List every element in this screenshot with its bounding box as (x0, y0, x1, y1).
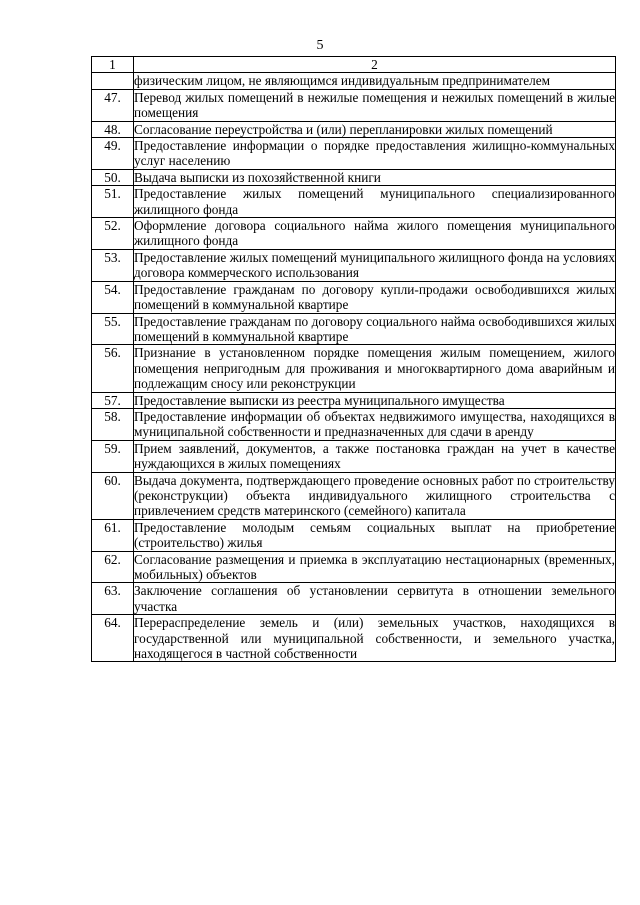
row-number: 57. (92, 392, 134, 408)
row-text: Согласование переустройства и (или) перепланировки жилых помещений (134, 121, 616, 137)
row-number: 49. (92, 138, 134, 170)
row-number: 62. (92, 551, 134, 583)
row-text: Предоставление жилых помещений муниципального жилищного фонда на условиях договора коммерческого использования (134, 249, 615, 281)
row-number: 55. (92, 313, 134, 345)
table-row (92, 519, 616, 551)
row-number: 58. (92, 408, 134, 440)
table-row (92, 440, 616, 472)
row-text: Перевод жилых помещений в нежилые помещения и нежилых помещений в жилые помещения (134, 89, 615, 121)
column-header-number: 1 (92, 57, 134, 73)
row-number: 60. (92, 472, 134, 519)
row-number: 59. (92, 440, 134, 472)
table-row (92, 408, 616, 440)
row-number: 48. (92, 121, 134, 137)
row-number: 50. (92, 169, 134, 185)
row-number: 61. (92, 519, 134, 551)
row-text: Заключение соглашения об установлении сервитута в отношении земельного участка (134, 583, 615, 614)
row-number (92, 73, 134, 89)
table-row (92, 583, 616, 615)
table-row (92, 313, 616, 345)
row-number: 64. (92, 615, 134, 662)
row-number: 52. (92, 218, 134, 250)
services-table (91, 56, 616, 662)
table-row (92, 392, 616, 408)
row-number: 54. (92, 281, 134, 313)
row-text: Согласование размещения и приемка в эксплуатацию нестационарных (временных, мобильных) объектов (134, 551, 615, 582)
table-row (92, 551, 616, 583)
table-row (92, 615, 616, 662)
table-row (92, 249, 616, 281)
table-row (92, 218, 616, 250)
row-number: 53. (92, 249, 134, 281)
row-text: Предоставление молодым семьям социальных выплат на приобретение (строительство) жилья (134, 519, 615, 551)
table-row (92, 345, 616, 392)
row-number: 51. (92, 186, 134, 218)
row-text: Предоставление выписки из реестра муниципального имущества (134, 392, 616, 408)
table-row (92, 472, 616, 519)
table-row (92, 89, 616, 121)
table-row (92, 281, 616, 313)
table-row (92, 169, 616, 185)
row-text: Предоставление гражданам по договору купли-продажи освободившихся жилых помещений в коммунальной квартире (134, 281, 615, 313)
column-header-name: 2 (134, 57, 616, 73)
page-number: 5 (316, 38, 324, 53)
row-text: Предоставление информации о порядке предоставления жилищно-коммунальных услуг населению (134, 138, 615, 169)
row-text: Выдача документа, подтверждающего проведение основных работ по строительству (реконструкции) объекта индивидуального жилищного строительства с привлечением средств материнского (семейного) капитала (134, 472, 615, 519)
row-number: 47. (92, 89, 134, 121)
row-text: Предоставление гражданам по договору социального найма освободившихся жилых помещений в коммунальной квартире (134, 313, 615, 344)
row-text: Выдача выписки из похозяйственной книги (134, 169, 616, 185)
row-text: Перераспределение земель и (или) земельных участков, находящихся в государственной или муниципальной собственности, и земельного участка, находящегося в частной собственности (134, 615, 615, 662)
row-text: Предоставление информации об объектах недвижимого имущества, находящихся в муниципальной собственности и предназначенных для сдачи в аренду (134, 408, 615, 440)
row-text: физическим лицом, не являющимся индивидуальным предпринимателем (134, 73, 616, 89)
row-number: 63. (92, 583, 134, 615)
table-row-continuation (92, 73, 616, 89)
table-row (92, 121, 616, 137)
row-text: Предоставление жилых помещений муниципального специализированного жилищного фонда (134, 186, 615, 217)
table-row (92, 138, 616, 170)
header-row (92, 57, 616, 73)
row-number: 56. (92, 345, 134, 392)
table-row (92, 186, 616, 218)
row-text: Признание в установленном порядке помещения жилым помещением, жилого помещения непригодным для проживания и многоквартирного дома аварийным и подлежащим сносу или реконструкции (134, 345, 615, 392)
row-text: Оформление договора социального найма жилого помещения муниципального жилищного фонда (134, 218, 615, 249)
row-text: Прием заявлений, документов, а также постановка граждан на учет в качестве нуждающихся в жилых помещениях (134, 440, 615, 472)
